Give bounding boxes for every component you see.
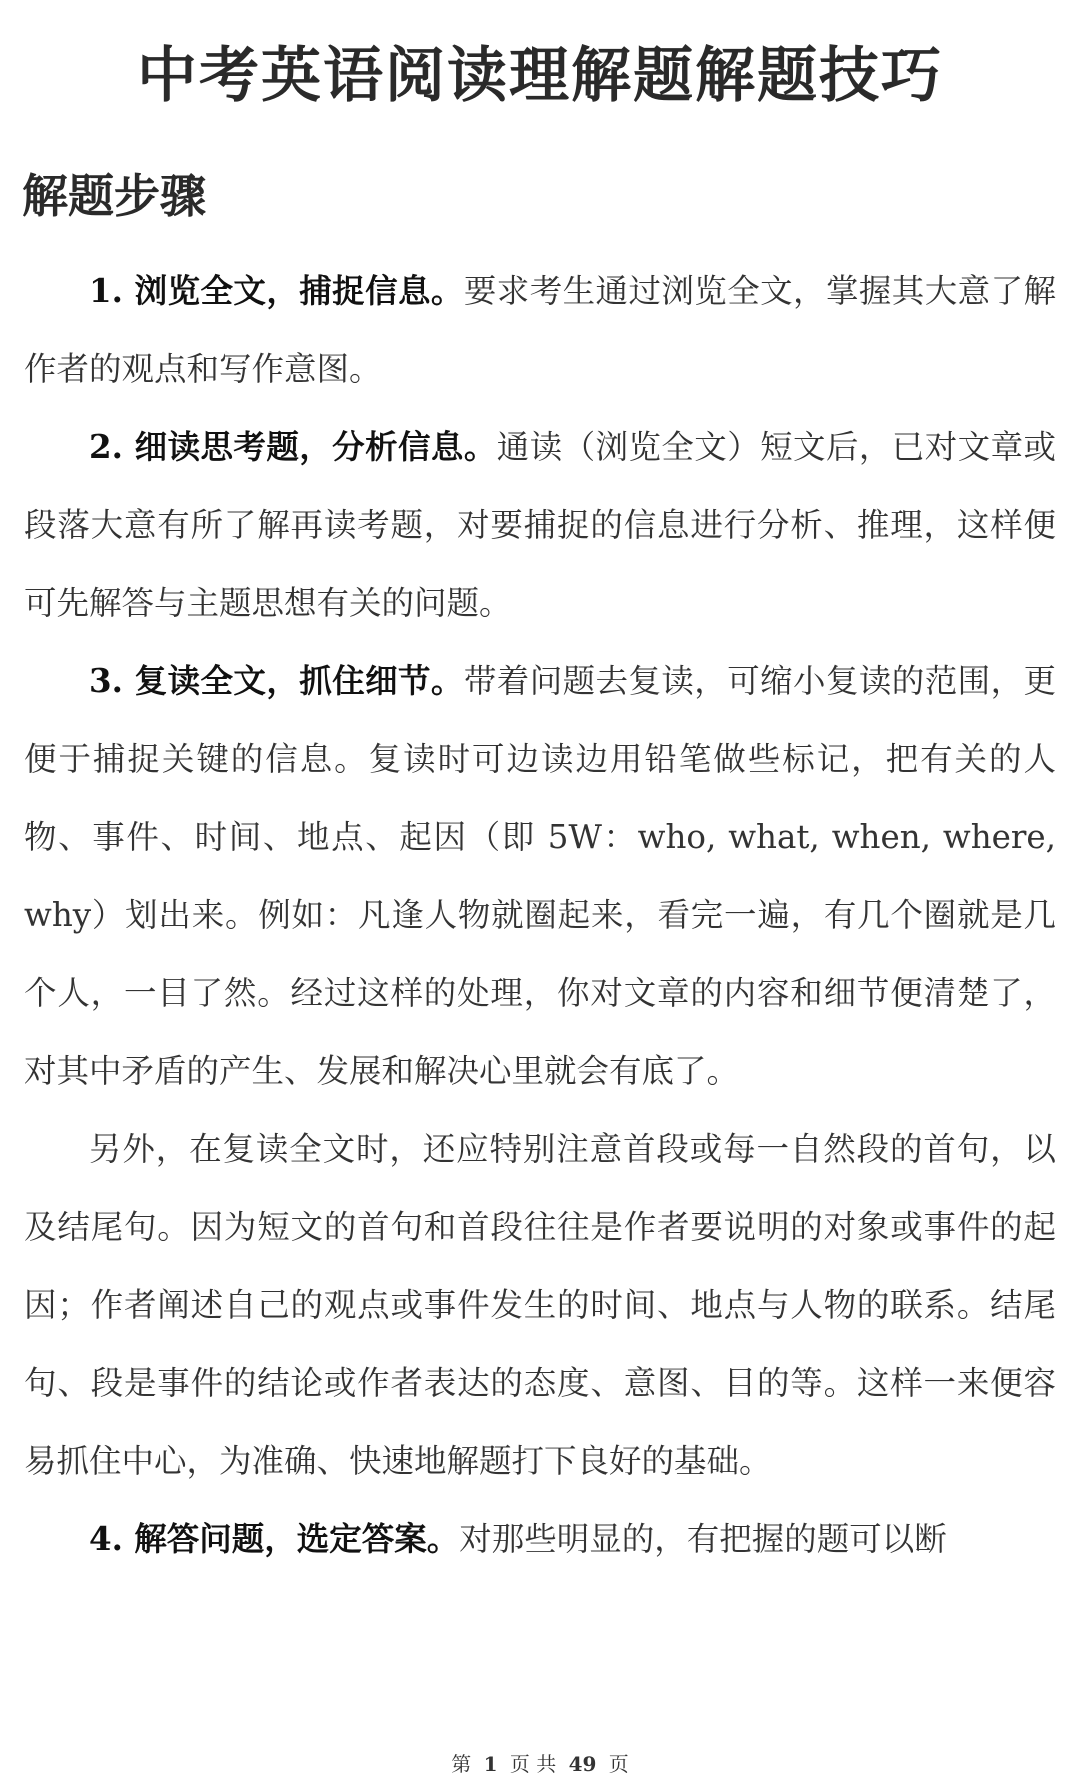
footer-prefix: 第 xyxy=(451,1752,472,1776)
step-lead: 4. 解答问题，选定答案。 xyxy=(89,1519,460,1558)
step-paragraph-1 xyxy=(24,252,1056,408)
section-heading: 解题步骤 xyxy=(22,169,206,223)
page-footer xyxy=(0,1748,1080,1777)
extra-paragraph: 另外，在复读全文时，还应特别注意首段或每一自然段的首句，以及结尾句。因为短文的首句和首段往往是作者要说明的对象或事件的起因；作者阐述自己的观点或事件发生的时间、地点与人物的联系。结尾句、段是事件的结论或作者表达的态度、意图、目的等。这样一来便容易抓住中心，为准确、快速地解题打下良好的基础。 xyxy=(24,1130,1056,1480)
step-text: 对那些明显的，有把握的题可以断 xyxy=(459,1520,947,1558)
step-text: 带着问题去复读，可缩小复读的范围，更便于捕捉关键的信息。复读时可边读边用铅笔做些标记，把有关的人物、事件、时间、地点、起因（即 5W：who, what, when, where, why）划出来。例如：凡逢人物就圈起来，看完一遍，有几个圈就是几个人，一目了然。经过这样的处理，你对文章的内容和细节便清楚了，对其中矛盾的产生、发展和解决心里就会有底了。 xyxy=(24,662,1056,1090)
footer-page-number: 1 xyxy=(483,1752,498,1776)
step-text: 通读（浏览全文）短文后，已对文章或段落大意有所了解再读考题，对要捕捉的信息进行分析、推理，这样便可先解答与主题思想有关的问题。 xyxy=(24,428,1056,622)
step-lead: 2. 细读思考题，分析信息。 xyxy=(89,427,497,466)
step-lead: 1. 浏览全文，捕捉信息。 xyxy=(89,271,464,310)
footer-middle: 页 共 xyxy=(509,1752,557,1776)
document-title: 中考英语阅读理解题解题技巧 xyxy=(137,41,943,111)
step-lead: 3. 复读全文，抓住细节。 xyxy=(89,661,464,700)
step-paragraph-4 xyxy=(24,1500,1056,1578)
document-body xyxy=(24,252,1056,1578)
step-text: 要求考生通过浏览全文，掌握其大意了解作者的观点和写作意图。 xyxy=(24,272,1056,388)
step-paragraph-3 xyxy=(24,642,1056,1110)
footer-suffix: 页 xyxy=(608,1752,629,1776)
footer-total-pages: 49 xyxy=(568,1752,597,1776)
step-paragraph-2 xyxy=(24,408,1056,642)
